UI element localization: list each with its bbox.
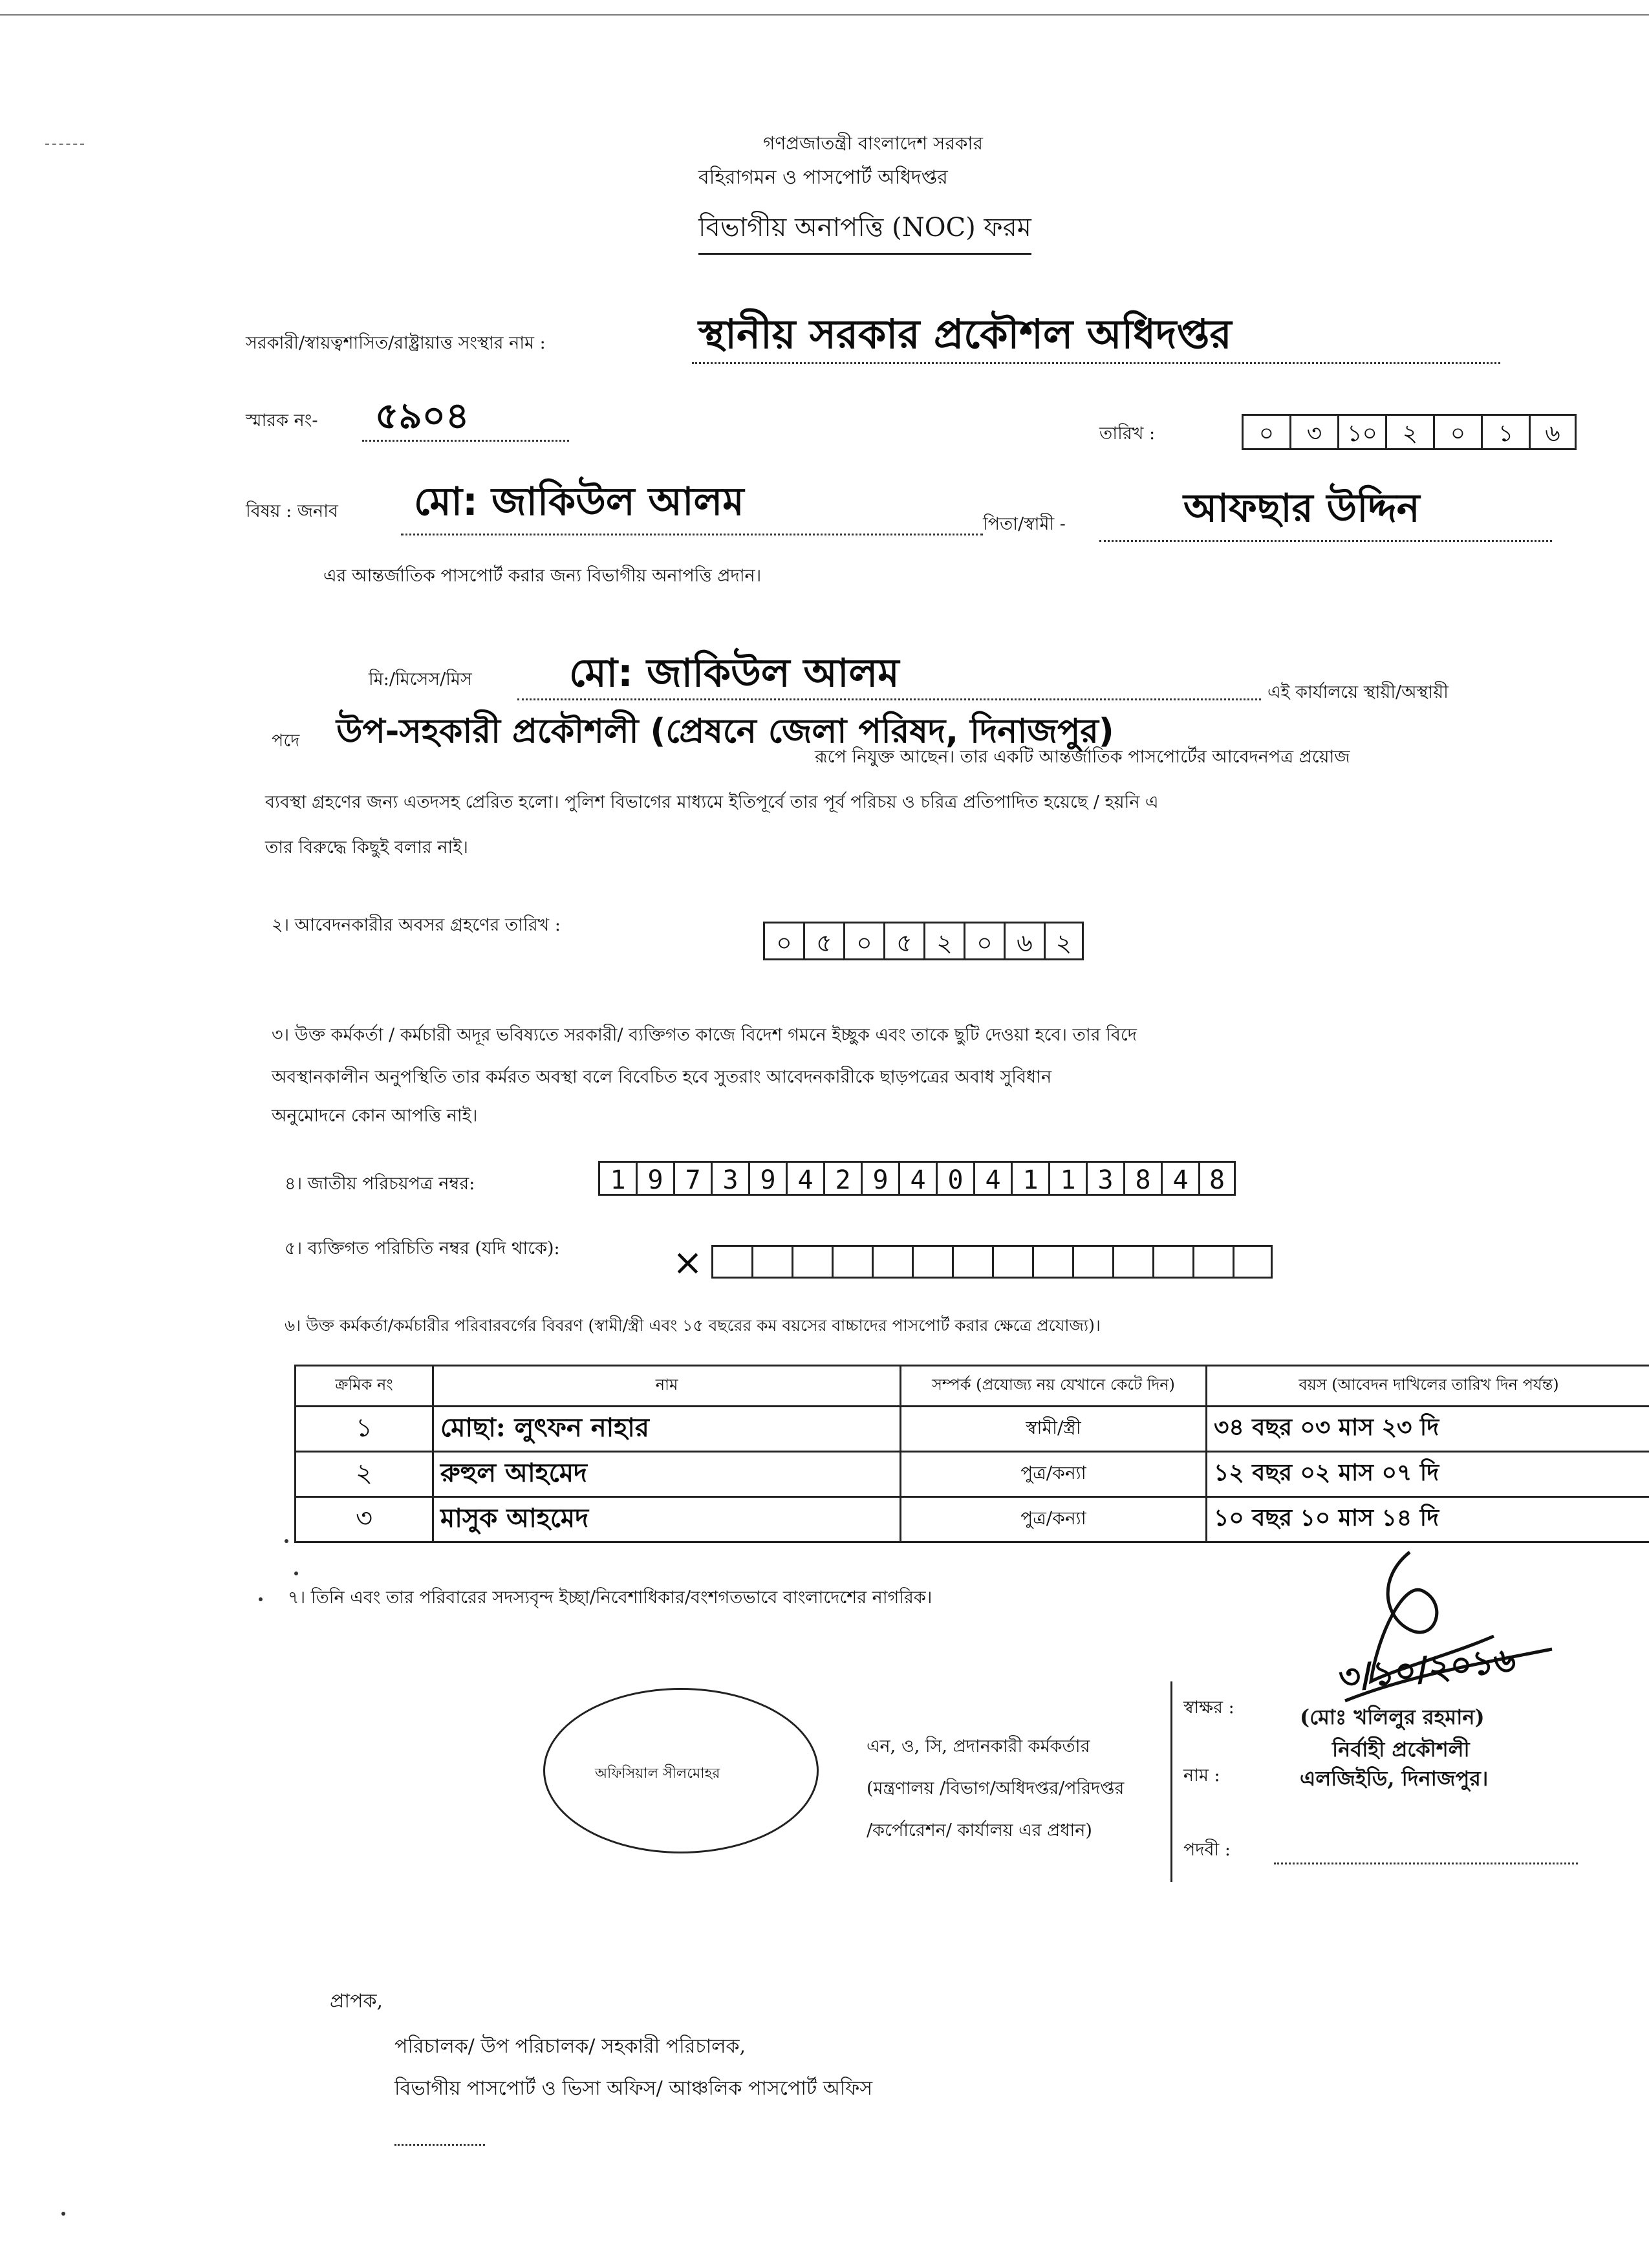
family-table [294,1365,1649,1543]
row-serial: ২ [296,1452,433,1497]
nid-digit-box: 3 [711,1161,748,1196]
personal-id-box [872,1245,912,1279]
personal-id-box [1072,1245,1112,1279]
nid-digit-box: 4 [973,1161,1011,1196]
issuer-line3: /কর্পোরেশন/ কার্যালয় এর প্রধান) [867,1820,1092,1841]
table-row [296,1407,1649,1452]
personal-id-box [992,1245,1032,1279]
retirement-digit-box: ০ [763,922,803,960]
recipient-line2: বিভাগীয় পাসপোর্ট ও ভিসা অফিস/ আঞ্চলিক পাসপোর্ট অফিস [394,2077,873,2100]
form-title: বিভাগীয় অনাপত্তি (NOC) ফরম [698,207,1031,255]
date-digit-box: ০ [1433,414,1481,450]
nid-digit-box: 7 [673,1161,711,1196]
sign-label: স্বাক্ষর : [1183,1698,1234,1718]
retirement-digit-box: ৫ [803,922,843,960]
org-label: সরকারী/স্বায়ত্বশাসিত/রাষ্ট্রায়াত্ত সংস্থার নাম : [246,333,546,353]
date-digit-box: ২ [1385,414,1433,450]
title-prefix: মি:/মিসেস/মিস [369,669,472,689]
office-text: এই কার্যালয়ে স্থায়ী/অস্থায়ী [1267,682,1449,702]
father-label: পিতা/স্বামী - [983,514,1066,534]
stamp-office: এলজিইডি, দিনাজপুর। [1300,1766,1489,1791]
scan-margin-mark [45,144,84,145]
name-label: নাম : [1183,1766,1220,1786]
nid-digit-box: 9 [636,1161,673,1196]
personal-id-box [912,1245,952,1279]
nid-digit-box: 1 [1011,1161,1048,1196]
personal-id-box [1192,1245,1233,1279]
col-relation: সম্পর্ক (প্রযোজ্য নয় যেখানে কেটে দিন) [901,1366,1207,1407]
personal-id-box [711,1245,751,1279]
applicant-name: মো: জাকিউল আলম [414,479,744,524]
issuer-line2: (মন্ত্রণালয় /বিভাগ/অধিদপ্তর/পরিদপ্তর [867,1778,1125,1798]
personal-id-box [1152,1245,1192,1279]
issuer-line1: এন, ও, সি, প্রদানকারী কর্মকর্তার [867,1736,1090,1756]
subject-purpose: এর আন্তর্জাতিক পাসপোর্ট করার জন্য বিভাগীয় অনাপত্তি প্রদান। [323,566,762,586]
retirement-digit-box: ৫ [883,922,923,960]
nid-label: ৪। জাতীয় পরিচয়পত্র নম্বর: [285,1174,475,1194]
row-relation: স্বামী/স্ত্রী [901,1407,1207,1452]
memo-label: স্মারক নং- [246,411,318,431]
retirement-label: ২। আবেদনকারীর অবসর গ্রহণের তারিখ : [272,915,561,935]
retirement-digit-box: ২ [923,922,964,960]
stamp-name: (মোঃ খলিলুর রহমান) [1300,1705,1485,1729]
personal-id-box [1032,1245,1072,1279]
retirement-digit-box: ২ [1044,922,1084,960]
nid-digit-box: 3 [1086,1161,1123,1196]
col-name: নাম [433,1366,901,1407]
subject-label: বিষয় : জনাব [246,501,338,521]
nid-digit-box: 8 [1198,1161,1236,1196]
retirement-date-boxes [763,922,1084,960]
government-line: গণপ্রজাতন্ত্রী বাংলাদেশ সরকার [763,133,983,154]
designation-label: পদবী : [1183,1840,1231,1860]
recipient-label: প্রাপক, [330,1990,383,2013]
nid-boxes [598,1161,1236,1196]
stamp-title: নির্বাহী প্রকৌশলী [1332,1737,1470,1762]
org-name: স্থানীয় সরকার প্রকৌশল অধিদপ্তর [698,310,1232,358]
date-digit-box: ৬ [1529,414,1577,450]
post-label: পদে [272,731,300,751]
col-age: বয়স (আবেদন দাখিলের তারিখ দিন পর্যন্ত) [1207,1366,1649,1407]
cross-mark: × [673,1242,703,1284]
date-digit-box: ১ [1481,414,1529,450]
personal-id-box [792,1245,832,1279]
nid-digit-box: 8 [1123,1161,1161,1196]
col-serial: ক্রমিক নং [296,1366,433,1407]
row-name: রুহুল আহমেদ [433,1452,901,1497]
nid-digit-box: 4 [898,1161,936,1196]
recipient-line1: পরিচালক/ উপ পরিচালক/ সহকারী পরিচালক, [394,2035,746,2058]
date-digit-box: ০ [1242,414,1289,450]
nid-digit-box: 0 [936,1161,973,1196]
nid-digit-box: 2 [823,1161,861,1196]
nid-digit-box: 9 [748,1161,786,1196]
row-serial: ১ [296,1407,433,1452]
row-serial: ৩ [296,1497,433,1542]
item1-line1: রূপে নিযুক্ত আছেন। তার একটি আন্তর্জাতিক পাসপোর্টের আবেদনপত্র প্রয়োজ [815,747,1350,767]
item3-line3: অনুমোদনে কোন আপত্তি নাই। [272,1106,478,1126]
date-digit-box: ১০ [1337,414,1385,450]
family-label: ৬। উক্ত কর্মকর্তা/কর্মচারীর পরিবারবর্গের বিবরণ (স্বামী/স্ত্রী এবং ১৫ বছরের কম বয়সের বাচ্চাদের পাসপোর্ট করার ক্ষেত্রে প্রযোজ্য)। [285,1316,1101,1335]
item3-line2: অবস্থানকালীন অনুপস্থিতি তার কর্মরত অবস্থা বলে বিবেচিত হবে সুতরাং আবেদনকারীকে ছাড়পত্রের অবাধ সুবিধান [272,1067,1052,1087]
retirement-digit-box: ০ [843,922,883,960]
citizenship-statement: ৭। তিনি এবং তার পরিবারের সদস্যবৃন্দ ইচ্ছা/নিবেশাধিকার/বংশগতভাবে বাংলাদেশের নাগরিক। [288,1588,932,1608]
personal-id-label: ৫। ব্যক্তিগত পরিচিতি নম্বর (যদি থাকে): [285,1238,560,1258]
item1-line2: ব্যবস্থা গ্রহণের জন্য এতদসহ প্রেরিত হলো। পুলিশ বিভাগের মাধ্যমে ইতিপূর্বে তার পূর্ব পরিচয় ও চরিত্র প্রতিপাদিত হয়েছে / হয়নি এ [265,792,1159,812]
row-age: ১২ বছর ০২ মাস ০৭ দি [1207,1452,1649,1497]
scan-top-edge [0,14,1649,16]
table-row [296,1497,1649,1542]
row-relation: পুত্র/কন্যা [901,1497,1207,1542]
personal-id-box [1112,1245,1152,1279]
personal-id-boxes [711,1245,1273,1279]
item3-line1: ৩। উক্ত কর্মকর্তা / কর্মচারী অদূর ভবিষ্যতে সরকারী/ ব্যক্তিগত কাজে বিদেশ গমনে ইচ্ছুক এবং তাকে ছুটি দেওয়া হবে। তার বিদে [272,1025,1137,1045]
department-line: বহিরাগমন ও পাসপোর্ট অধিদপ্তর [698,166,948,189]
retirement-digit-box: ০ [964,922,1004,960]
nid-digit-box: 9 [861,1161,898,1196]
nid-digit-box: 1 [598,1161,636,1196]
seal-label: অফিসিয়াল সীলমোহর [595,1766,720,1782]
date-digit-box: ৩ [1289,414,1337,450]
personal-id-box [832,1245,872,1279]
date-boxes [1242,414,1577,450]
row-age: ৩৪ বছর ০৩ মাস ২৩ দি [1207,1407,1649,1452]
nid-digit-box: 4 [1161,1161,1198,1196]
officer-name: মো: জাকিউল আলম [569,651,900,696]
table-row [296,1452,1649,1497]
father-name: আফছার উদ্দিন [1183,486,1420,531]
row-relation: পুত্র/কন্যা [901,1452,1207,1497]
signature-date: ৩/১০/২০১৬ [1337,1640,1518,1698]
row-name: মোছা: লুৎফন নাহার [433,1407,901,1452]
row-age: ১০ বছর ১০ মাস ১৪ দি [1207,1497,1649,1542]
nid-digit-box: 1 [1048,1161,1086,1196]
memo-number: ৫৯০৪ [375,395,469,437]
issuer-divider [1170,1681,1172,1882]
retirement-digit-box: ৬ [1004,922,1044,960]
personal-id-box [1233,1245,1273,1279]
nid-digit-box: 4 [786,1161,823,1196]
date-label: তারিখ : [1099,424,1156,444]
item1-line3: তার বিরুদ্ধে কিছুই বলার নাই। [265,837,468,858]
personal-id-box [952,1245,992,1279]
personal-id-box [751,1245,792,1279]
officer-post: উপ-সহকারী প্রকৌশলী (প্রেষনে জেলা পরিষদ, দিনাজপুর) [336,712,1114,751]
row-name: মাসুক আহমেদ [433,1497,901,1542]
